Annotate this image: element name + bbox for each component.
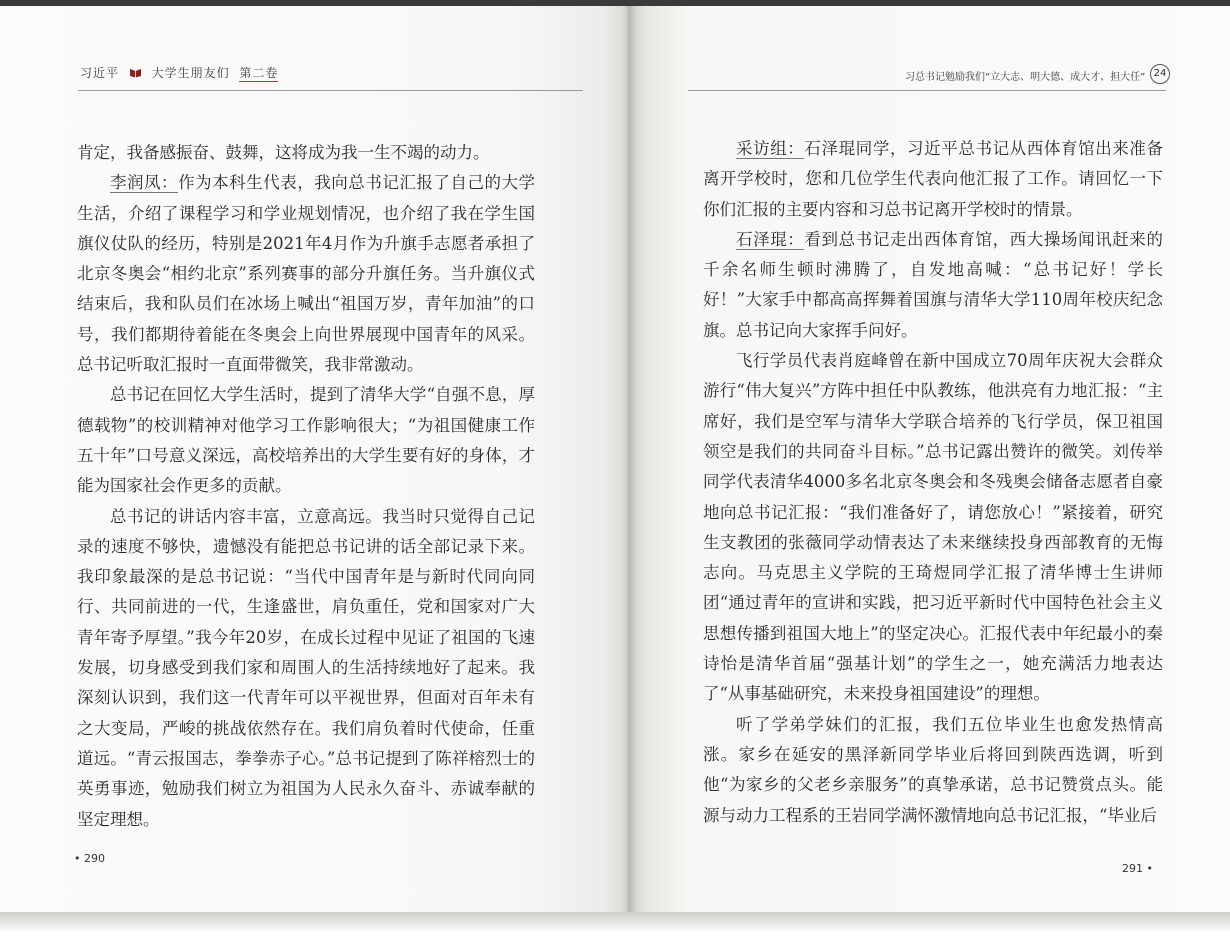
paragraph [77, 380, 535, 501]
left-body-text [77, 138, 535, 835]
book-gutter [622, 6, 636, 914]
paragraph [77, 502, 535, 835]
paragraph [703, 134, 1163, 225]
header-title-part2: 大学生朋友们 [151, 66, 230, 80]
paragraph-text: 作为本科生代表，我向总书记汇报了自己的大学生活，介绍了课程学习和学业规划情况，也介绍了我在学生国旗仪仗队的经历，特别是2021年4月作为升旗手志愿者承担了北京冬奥会“相约北京”系列赛事的部分升旗任务。当升旗仪式结束后，我和队员们在冰场上喊出“祖国万岁，青年加油”的口号，我们都期待着能在冬奥会上向世界展现中国青年的风采。总书记听取汇报时一直面带微笑，我非常激动。 [77, 173, 536, 375]
paragraph-text: 总书记在回忆大学生活时，提到了清华大学“自强不息，厚德载物”的校训精神对他学习工作影响很大；“为祖国健康工作五十年”口号意义深远，高校培养出的大学生要有好的身体，才能为国家社会作更多的贡献。 [77, 385, 535, 496]
left-page-number: • 290 [74, 852, 105, 865]
paragraph [703, 710, 1163, 831]
chapter-number-badge: 24 [1150, 64, 1170, 84]
paragraph [703, 346, 1163, 710]
right-header-rule [688, 90, 1166, 91]
speaker-label: 石泽琨： [736, 229, 805, 249]
right-body-text [703, 134, 1163, 831]
header-title-part1: 习近平 [80, 66, 120, 80]
speaker-label: 李润凤： [110, 173, 179, 193]
paragraph-text: 石泽琨同学，习近平总书记从西体育馆出来准备离开学校时，您和几位学生代表向他汇报了工作。请回忆一下你们汇报的主要内容和习总书记离开学校时的情景。 [703, 139, 1164, 219]
left-header-rule [78, 90, 583, 91]
paragraph [77, 168, 535, 380]
paragraph-text: 看到总书记走出西体育馆，西大操场闻讯赶来的千余名师生顿时沸腾了，自发地高喊：“总书记好！学长好！”大家手中都高高挥舞着国旗与清华大学110周年校庆纪念旗。总书记向大家挥手问好。 [703, 229, 1164, 340]
right-running-header: 习总书记勉励我们“立大志、明大德、成大才、担大任” [905, 72, 1146, 83]
header-volume: 第二卷 [239, 66, 279, 80]
speaker-label: 采访组： [736, 139, 805, 158]
paragraph [703, 225, 1163, 346]
paragraph-text: 听了学弟学妹们的汇报，我们五位毕业生也愈发热情高涨。家乡在延安的黑泽新同学毕业后将回到陕西选调，听到他“为家乡的父老乡亲服务”的真挚承诺，总书记赞赏点头。能源与动力工程系的王岩同学满怀激情地向总书记汇报，“毕业后 [703, 714, 1163, 825]
bottom-shadow [0, 912, 1230, 950]
book-emblem-icon [129, 67, 142, 78]
paragraph-text: 总书记的讲话内容丰富，立意高远。我当时只觉得自己记录的速度不够快，遗憾没有能把总书记讲的话全部记录下来。我印象最深的是总书记说：“当代中国青年是与新时代同向同行、共同前进的一代，生逢盛世，肩负重任，党和国家对广大青年寄予厚望。”我今年20岁，在成长过程中见证了祖国的飞速发展，切身感受到我们家和周围人的生活持续地好了起来。我深刻认识到，我们这一代青年可以平视世界，但面对百年未有之大变局，严峻的挑战依然存在。我们肩负着时代使命，任重道远。“青云报国志，拳拳赤子心。”总书记提到了陈祥榕烈士的英勇事迹，勉励我们树立为祖国为人民永久奋斗、赤诚奉献的坚定理想。 [77, 506, 535, 829]
paragraph-text: 肯定，我备感振奋、鼓舞，这将成为我一生不竭的动力。 [77, 143, 490, 162]
right-page-number: 291 • [1122, 862, 1153, 875]
paragraph [77, 138, 535, 168]
paragraph-text: 飞行学员代表肖庭峰曾在新中国成立70周年庆祝大会群众游行“伟大复兴”方阵中担任中队教练，他洪亮有力地汇报：“主席好，我们是空军与清华大学联合培养的飞行学员，保卫祖国领空是我们的共同奋斗目标。”总书记露出赞许的微笑。刘传举同学代表清华4000多名北京冬奥会和冬残奥会储备志愿者自豪地向总书记汇报：“我们准备好了，请您放心！”紧接着，研究生支教团的张薇同学动情表达了未来继续投身西部教育的无悔志向。马克思主义学院的王琦煜同学汇报了清华博士生讲师团“通过青年的宣讲和实践，把习近平新时代中国特色社会主义思想传播到祖国大地上”的坚定决心。汇报代表中年纪最小的秦诗怡是清华首届“强基计划”的学生之一，她充满活力地表达了“从事基础研究，未来投身祖国建设”的理想。 [703, 351, 1163, 704]
left-running-header [80, 64, 278, 81]
